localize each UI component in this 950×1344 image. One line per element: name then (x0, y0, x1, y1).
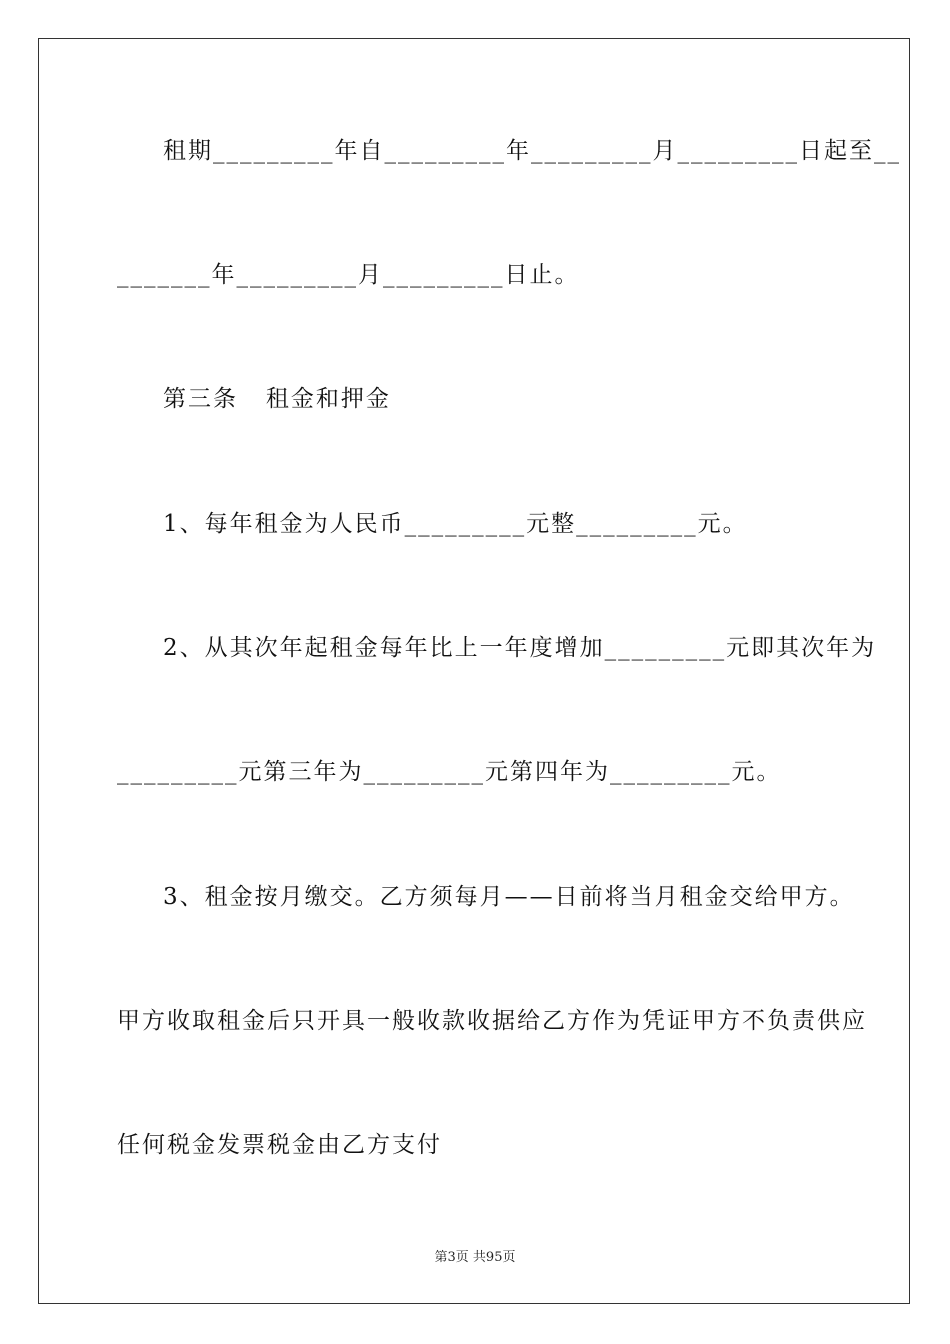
clause-2-line-2: _________元第三年为_________元第四年为_________元。 (117, 759, 782, 785)
clause-2-line-1: 2、从其次年起租金每年比上一年度增加_________元即其次年为 (163, 635, 877, 661)
page-border (38, 38, 910, 1304)
lease-term-line-2: _______年_________月_________日止。 (117, 262, 580, 288)
article-3-heading: 第三条 租金和押金 (163, 386, 391, 412)
clause-1: 1、每年租金为人民币_________元整_________元。 (163, 511, 748, 537)
page-number-footer: 第3页 共95页 (434, 1250, 516, 1265)
clause-3-line-3: 任何税金发票税金由乙方支付 (117, 1132, 442, 1158)
clause-3-line-1: 3、租金按月缴交。乙方须每月——日前将当月租金交给甲方。 (163, 884, 855, 910)
lease-term-line-1: 租期_________年自_________年_________月_________日起至__ (163, 138, 901, 164)
clause-3-line-2: 甲方收取租金后只开具一般收款收据给乙方作为凭证甲方不负责供应 (117, 1008, 867, 1034)
